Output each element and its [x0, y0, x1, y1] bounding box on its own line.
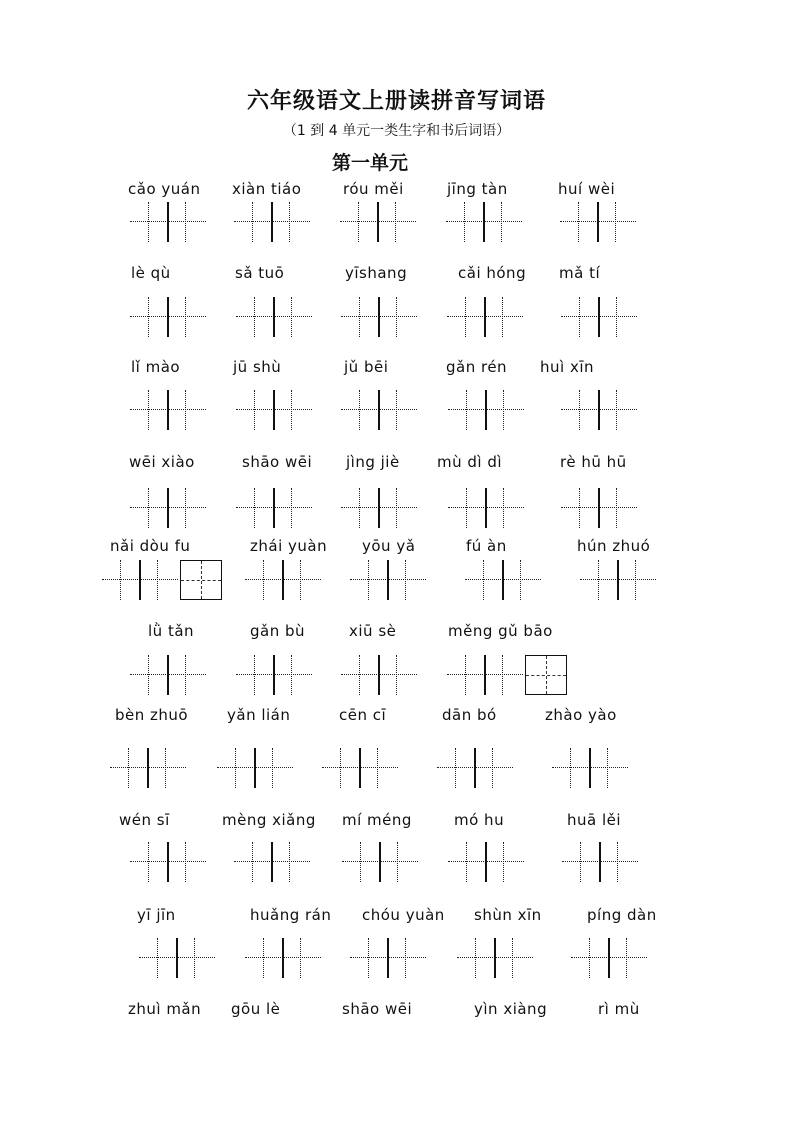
grid-solid-line — [273, 488, 275, 528]
pinyin-label: jū shù — [233, 358, 282, 376]
grid-solid-line — [282, 560, 284, 600]
grid-dotted-line — [396, 297, 397, 337]
grid-dotted-line — [512, 938, 513, 978]
pinyin-label: jīng tàn — [447, 180, 508, 198]
grid-dotted-line — [617, 842, 618, 882]
writing-grid[interactable] — [342, 842, 418, 882]
grid-dotted-line — [405, 560, 406, 600]
grid-dotted-line — [580, 842, 581, 882]
writing-grid[interactable] — [234, 202, 310, 242]
pinyin-label: cēn cī — [339, 706, 387, 724]
grid-dotted-line — [396, 488, 397, 528]
grid-dotted-line — [466, 390, 467, 430]
grid-dotted-line — [289, 842, 290, 882]
grid-dotted-line — [589, 938, 590, 978]
pinyin-label: shāo wēi — [242, 453, 313, 471]
writing-grid[interactable] — [437, 748, 513, 788]
grid-solid-line — [485, 390, 487, 430]
grid-dotted-line — [465, 655, 466, 695]
writing-grid[interactable] — [236, 655, 312, 695]
grid-solid-line — [377, 202, 379, 242]
grid-dotted-line — [358, 202, 359, 242]
writing-grid[interactable] — [341, 655, 417, 695]
writing-grid[interactable] — [236, 297, 312, 337]
pinyin-label: xiū sè — [349, 622, 397, 640]
pinyin-label: zhuì mǎn — [128, 1000, 202, 1018]
pinyin-label: zhào yào — [545, 706, 617, 724]
pinyin-label: chóu yuàn — [362, 906, 445, 924]
grid-solid-line — [378, 297, 380, 337]
pinyin-label: lǜ tǎn — [148, 622, 195, 640]
grid-solid-line — [494, 938, 496, 978]
grid-dotted-line — [368, 938, 369, 978]
writing-grid[interactable] — [448, 488, 524, 528]
grid-solid-line — [474, 748, 476, 788]
pinyin-label: yōu yǎ — [362, 537, 416, 555]
grid-solid-line — [485, 488, 487, 528]
grid-dotted-line — [395, 202, 396, 242]
writing-grid[interactable] — [341, 297, 417, 337]
grid-dotted-line — [616, 297, 617, 337]
grid-dotted-line — [616, 488, 617, 528]
box-guide-line — [546, 656, 547, 694]
grid-solid-line — [359, 748, 361, 788]
grid-solid-line — [273, 297, 275, 337]
pinyin-label: hún zhuó — [577, 537, 651, 555]
grid-dotted-line — [252, 842, 253, 882]
grid-solid-line — [502, 560, 504, 600]
grid-solid-line — [167, 488, 169, 528]
grid-dotted-line — [128, 748, 129, 788]
grid-dotted-line — [626, 938, 627, 978]
pinyin-label: yìn xiàng — [474, 1000, 548, 1018]
pinyin-label: róu měi — [343, 180, 404, 198]
writing-box[interactable] — [180, 560, 222, 600]
grid-dotted-line — [483, 560, 484, 600]
grid-dotted-line — [570, 748, 571, 788]
grid-dotted-line — [340, 748, 341, 788]
grid-dotted-line — [157, 938, 158, 978]
grid-dotted-line — [492, 748, 493, 788]
box-guide-line — [201, 561, 202, 599]
grid-solid-line — [139, 560, 141, 600]
grid-dotted-line — [185, 488, 186, 528]
page-subtitle: （1 到 4 单元一类生字和书后词语） — [282, 123, 511, 139]
pinyin-label: rè hū hū — [560, 453, 627, 471]
grid-dotted-line — [235, 748, 236, 788]
writing-grid[interactable] — [448, 842, 524, 882]
pinyin-label: yī jīn — [137, 906, 176, 924]
grid-dotted-line — [635, 560, 636, 600]
grid-dotted-line — [194, 938, 195, 978]
grid-dotted-line — [503, 842, 504, 882]
writing-grid[interactable] — [322, 748, 398, 788]
grid-dotted-line — [579, 297, 580, 337]
grid-dotted-line — [185, 390, 186, 430]
pinyin-label: gǎn rén — [446, 358, 508, 376]
pinyin-label: mí méng — [342, 811, 412, 829]
writing-grid[interactable] — [580, 560, 656, 600]
writing-grid[interactable] — [236, 488, 312, 528]
writing-grid[interactable] — [245, 938, 321, 978]
writing-grid[interactable] — [562, 842, 638, 882]
grid-dotted-line — [254, 655, 255, 695]
grid-solid-line — [167, 297, 169, 337]
pinyin-label: zhái yuàn — [250, 537, 328, 555]
grid-dotted-line — [359, 390, 360, 430]
grid-solid-line — [387, 560, 389, 600]
grid-dotted-line — [368, 560, 369, 600]
grid-dotted-line — [291, 488, 292, 528]
grid-solid-line — [598, 488, 600, 528]
pinyin-label: sǎ tuō — [235, 264, 285, 282]
grid-solid-line — [167, 655, 169, 695]
pinyin-label: cǎo yuán — [128, 180, 201, 198]
pinyin-label: huǎng rán — [250, 906, 332, 924]
pinyin-label: gōu lè — [231, 1000, 281, 1018]
pinyin-label: rì mù — [598, 1000, 640, 1018]
grid-dotted-line — [502, 297, 503, 337]
grid-dotted-line — [579, 390, 580, 430]
grid-dotted-line — [359, 297, 360, 337]
pinyin-label: yīshang — [345, 264, 408, 282]
grid-dotted-line — [263, 938, 264, 978]
grid-dotted-line — [254, 488, 255, 528]
grid-dotted-line — [272, 748, 273, 788]
grid-dotted-line — [185, 297, 186, 337]
grid-solid-line — [167, 842, 169, 882]
grid-dotted-line — [607, 748, 608, 788]
grid-dotted-line — [466, 488, 467, 528]
grid-solid-line — [617, 560, 619, 600]
writing-grid[interactable] — [447, 297, 523, 337]
grid-dotted-line — [185, 842, 186, 882]
grid-dotted-line — [359, 655, 360, 695]
grid-solid-line — [598, 390, 600, 430]
grid-solid-line — [378, 488, 380, 528]
grid-dotted-line — [360, 842, 361, 882]
grid-dotted-line — [263, 560, 264, 600]
grid-solid-line — [254, 748, 256, 788]
pinyin-label: měng gǔ bāo — [448, 622, 553, 640]
grid-solid-line — [608, 938, 610, 978]
grid-dotted-line — [502, 655, 503, 695]
grid-solid-line — [271, 842, 273, 882]
writing-grid[interactable] — [448, 390, 524, 430]
grid-dotted-line — [148, 297, 149, 337]
grid-dotted-line — [578, 202, 579, 242]
grid-dotted-line — [397, 842, 398, 882]
grid-dotted-line — [501, 202, 502, 242]
pinyin-label: lǐ mào — [131, 358, 181, 376]
grid-solid-line — [387, 938, 389, 978]
pinyin-label: píng dàn — [587, 906, 657, 924]
grid-solid-line — [589, 748, 591, 788]
pinyin-label: shùn xīn — [474, 906, 542, 924]
grid-solid-line — [167, 390, 169, 430]
writing-grid[interactable] — [130, 390, 206, 430]
pinyin-label: huì xīn — [540, 358, 595, 376]
grid-solid-line — [271, 202, 273, 242]
grid-dotted-line — [300, 560, 301, 600]
pinyin-label: gǎn bù — [250, 622, 306, 640]
grid-dotted-line — [291, 390, 292, 430]
grid-dotted-line — [120, 560, 121, 600]
pinyin-label: dān bó — [442, 706, 497, 724]
writing-grid[interactable] — [130, 842, 206, 882]
grid-dotted-line — [377, 748, 378, 788]
writing-grid[interactable] — [457, 938, 533, 978]
writing-grid[interactable] — [110, 748, 186, 788]
grid-dotted-line — [300, 938, 301, 978]
grid-dotted-line — [405, 938, 406, 978]
grid-dotted-line — [616, 390, 617, 430]
grid-dotted-line — [475, 938, 476, 978]
writing-grid[interactable] — [130, 655, 206, 695]
grid-dotted-line — [455, 748, 456, 788]
grid-dotted-line — [291, 297, 292, 337]
grid-dotted-line — [464, 202, 465, 242]
writing-grid[interactable] — [560, 202, 636, 242]
writing-grid[interactable] — [341, 390, 417, 430]
pinyin-label: lè qù — [131, 264, 171, 282]
grid-solid-line — [147, 748, 149, 788]
writing-grid[interactable] — [552, 748, 628, 788]
writing-grid[interactable] — [447, 655, 523, 695]
writing-grid[interactable] — [234, 842, 310, 882]
grid-solid-line — [598, 297, 600, 337]
grid-dotted-line — [165, 748, 166, 788]
pinyin-label: huí wèi — [558, 180, 616, 198]
grid-solid-line — [378, 655, 380, 695]
grid-dotted-line — [148, 488, 149, 528]
writing-grid[interactable] — [571, 938, 647, 978]
grid-dotted-line — [291, 655, 292, 695]
writing-grid[interactable] — [561, 297, 637, 337]
grid-solid-line — [379, 842, 381, 882]
grid-solid-line — [485, 842, 487, 882]
writing-grid[interactable] — [561, 390, 637, 430]
grid-dotted-line — [157, 560, 158, 600]
pinyin-label: wēi xiào — [129, 453, 195, 471]
writing-grid[interactable] — [236, 390, 312, 430]
grid-dotted-line — [185, 655, 186, 695]
page-title: 六年级语文上册读拼音写词语 — [246, 89, 546, 114]
pinyin-label: mǎ tí — [559, 264, 601, 282]
writing-grid[interactable] — [130, 488, 206, 528]
grid-solid-line — [273, 390, 275, 430]
grid-dotted-line — [148, 842, 149, 882]
grid-dotted-line — [254, 390, 255, 430]
writing-grid[interactable] — [130, 202, 206, 242]
pinyin-label: yǎn lián — [227, 706, 291, 724]
writing-grid[interactable] — [446, 202, 522, 242]
pinyin-label: xiàn tiáo — [232, 180, 302, 198]
writing-grid[interactable] — [217, 748, 293, 788]
pinyin-label: wén sī — [119, 811, 170, 829]
pinyin-label: bèn zhuō — [115, 706, 189, 724]
grid-dotted-line — [598, 560, 599, 600]
grid-dotted-line — [520, 560, 521, 600]
grid-dotted-line — [148, 202, 149, 242]
grid-solid-line — [483, 202, 485, 242]
pinyin-label: shāo wēi — [342, 1000, 413, 1018]
pinyin-label: mèng xiǎng — [222, 811, 316, 829]
grid-solid-line — [273, 655, 275, 695]
writing-box[interactable] — [525, 655, 567, 695]
grid-dotted-line — [359, 488, 360, 528]
pinyin-label: mó hu — [454, 811, 505, 829]
writing-grid[interactable] — [139, 938, 215, 978]
grid-solid-line — [484, 655, 486, 695]
pinyin-label: huā lěi — [567, 811, 622, 829]
grid-dotted-line — [396, 390, 397, 430]
pinyin-label: nǎi dòu fu — [110, 537, 191, 555]
grid-dotted-line — [466, 842, 467, 882]
pinyin-label: jǔ bēi — [344, 358, 389, 376]
grid-dotted-line — [289, 202, 290, 242]
grid-solid-line — [176, 938, 178, 978]
pinyin-label: fú àn — [466, 537, 507, 555]
grid-solid-line — [599, 842, 601, 882]
writing-grid[interactable] — [102, 560, 178, 600]
writing-grid[interactable] — [245, 560, 321, 600]
grid-solid-line — [484, 297, 486, 337]
grid-solid-line — [282, 938, 284, 978]
grid-solid-line — [378, 390, 380, 430]
grid-dotted-line — [148, 390, 149, 430]
grid-solid-line — [597, 202, 599, 242]
pinyin-label: mù dì dì — [437, 453, 503, 471]
grid-dotted-line — [396, 655, 397, 695]
writing-grid[interactable] — [341, 488, 417, 528]
grid-dotted-line — [148, 655, 149, 695]
grid-dotted-line — [254, 297, 255, 337]
grid-dotted-line — [579, 488, 580, 528]
writing-grid[interactable] — [340, 202, 416, 242]
grid-dotted-line — [465, 297, 466, 337]
grid-dotted-line — [615, 202, 616, 242]
unit-heading: 第一单元 — [332, 152, 409, 174]
grid-dotted-line — [503, 488, 504, 528]
writing-grid[interactable] — [465, 560, 541, 600]
writing-grid[interactable] — [350, 938, 426, 978]
grid-dotted-line — [503, 390, 504, 430]
grid-dotted-line — [185, 202, 186, 242]
pinyin-label: cǎi hóng — [458, 264, 527, 282]
grid-dotted-line — [252, 202, 253, 242]
pinyin-label: jìng jiè — [346, 453, 400, 471]
writing-grid[interactable] — [350, 560, 426, 600]
writing-grid[interactable] — [561, 488, 637, 528]
grid-solid-line — [167, 202, 169, 242]
writing-grid[interactable] — [130, 297, 206, 337]
